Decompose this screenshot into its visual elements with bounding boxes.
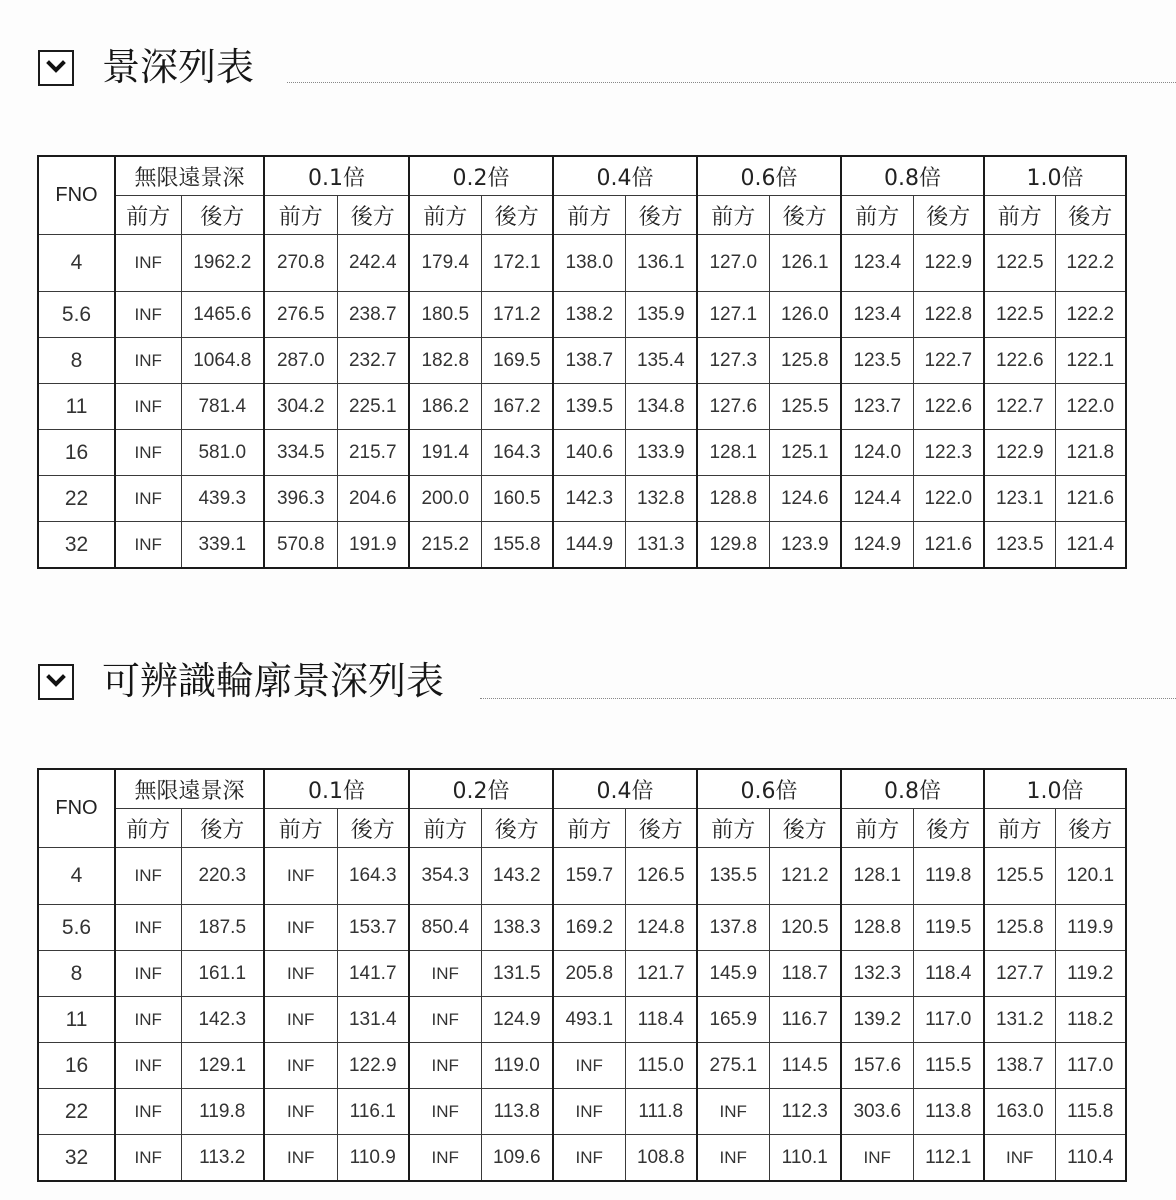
value-cell: 120.1 [1055, 848, 1126, 905]
value-cell: INF [264, 848, 337, 905]
value-cell: 132.3 [841, 951, 913, 997]
value-cell: 127.6 [697, 384, 769, 430]
value-cell: 123.5 [984, 522, 1055, 569]
group-header: 0.2倍 [409, 769, 553, 809]
value-cell: 123.5 [841, 338, 913, 384]
value-cell: 275.1 [697, 1043, 769, 1089]
value-cell: INF [115, 905, 181, 951]
value-cell: 164.3 [481, 430, 553, 476]
value-cell: 238.7 [337, 292, 409, 338]
dof-table [37, 155, 1127, 569]
value-cell: 129.1 [181, 1043, 264, 1089]
value-cell: 220.3 [181, 848, 264, 905]
value-cell: INF [115, 848, 181, 905]
value-cell: 215.2 [409, 522, 481, 569]
value-cell: 120.5 [769, 905, 841, 951]
value-cell: 144.9 [553, 522, 625, 569]
value-cell: INF [409, 951, 481, 997]
sub-header-back: 後方 [181, 196, 264, 235]
table-row [38, 292, 1126, 338]
dof-section-2 [0, 652, 1176, 1169]
value-cell: INF [409, 1043, 481, 1089]
value-cell: 191.9 [337, 522, 409, 569]
value-cell: INF [409, 1135, 481, 1182]
value-cell: 153.7 [337, 905, 409, 951]
value-cell: INF [841, 1135, 913, 1182]
value-cell: 110.9 [337, 1135, 409, 1182]
sub-header-back: 後方 [769, 196, 841, 235]
value-cell: 303.6 [841, 1089, 913, 1135]
value-cell: 169.2 [553, 905, 625, 951]
table-row [38, 951, 1126, 997]
sub-header-front: 前方 [553, 196, 625, 235]
fno-cell: 11 [38, 384, 115, 430]
value-cell: 118.4 [625, 997, 697, 1043]
chevron-down-icon [46, 59, 66, 78]
value-cell: 187.5 [181, 905, 264, 951]
sub-header-front: 前方 [409, 809, 481, 848]
value-cell: 122.7 [913, 338, 984, 384]
section-title: 景深列表 [102, 45, 255, 89]
value-cell: 118.7 [769, 951, 841, 997]
dof-table [37, 768, 1127, 1182]
value-cell: INF [115, 1135, 181, 1182]
value-cell: 232.7 [337, 338, 409, 384]
table-row [38, 1135, 1126, 1182]
value-cell: 159.7 [553, 848, 625, 905]
value-cell: 276.5 [264, 292, 337, 338]
value-cell: 112.1 [913, 1135, 984, 1182]
value-cell: INF [264, 997, 337, 1043]
sub-header-back: 後方 [481, 809, 553, 848]
value-cell: INF [409, 1089, 481, 1135]
value-cell: 131.5 [481, 951, 553, 997]
sub-header-front: 前方 [984, 196, 1055, 235]
value-cell: 122.8 [913, 292, 984, 338]
value-cell: 123.4 [841, 235, 913, 292]
value-cell: 113.2 [181, 1135, 264, 1182]
value-cell: 581.0 [181, 430, 264, 476]
value-cell: 117.0 [1055, 1043, 1126, 1089]
value-cell: 138.7 [984, 1043, 1055, 1089]
fno-cell: 8 [38, 338, 115, 384]
dof-section-1 [0, 38, 1176, 556]
value-cell: 122.5 [984, 235, 1055, 292]
value-cell: 124.0 [841, 430, 913, 476]
value-cell: 142.3 [553, 476, 625, 522]
sub-header-back: 後方 [625, 809, 697, 848]
value-cell: 1064.8 [181, 338, 264, 384]
value-cell: 117.0 [913, 997, 984, 1043]
header-row-groups [38, 769, 1126, 809]
value-cell: 339.1 [181, 522, 264, 569]
value-cell: INF [115, 476, 181, 522]
group-header: 無限遠景深 [115, 156, 264, 196]
value-cell: 134.8 [625, 384, 697, 430]
table-row [38, 430, 1126, 476]
value-cell: 124.6 [769, 476, 841, 522]
value-cell: 122.0 [913, 476, 984, 522]
value-cell: INF [264, 1089, 337, 1135]
table-row [38, 338, 1126, 384]
value-cell: 122.2 [1055, 292, 1126, 338]
value-cell: 128.1 [697, 430, 769, 476]
sub-header-back: 後方 [913, 196, 984, 235]
value-cell: INF [115, 338, 181, 384]
group-header: 0.8倍 [841, 156, 984, 196]
value-cell: 140.6 [553, 430, 625, 476]
value-cell: 122.5 [984, 292, 1055, 338]
value-cell: 143.2 [481, 848, 553, 905]
sub-header-front: 前方 [984, 809, 1055, 848]
group-header: 0.1倍 [264, 769, 409, 809]
value-cell: 122.3 [913, 430, 984, 476]
value-cell: 215.7 [337, 430, 409, 476]
table-row [38, 476, 1126, 522]
fno-cell: 16 [38, 1043, 115, 1089]
value-cell: 439.3 [181, 476, 264, 522]
sub-header-back: 後方 [337, 809, 409, 848]
value-cell: 128.8 [697, 476, 769, 522]
fno-cell: 32 [38, 1135, 115, 1182]
value-cell: 115.8 [1055, 1089, 1126, 1135]
value-cell: 121.4 [1055, 522, 1126, 569]
value-cell: 138.7 [553, 338, 625, 384]
value-cell: 191.4 [409, 430, 481, 476]
value-cell: 125.5 [984, 848, 1055, 905]
fno-cell: 22 [38, 476, 115, 522]
group-header: 0.4倍 [553, 156, 697, 196]
value-cell: 132.8 [625, 476, 697, 522]
fno-cell: 11 [38, 997, 115, 1043]
value-cell: 124.8 [625, 905, 697, 951]
value-cell: 1465.6 [181, 292, 264, 338]
value-cell: 122.7 [984, 384, 1055, 430]
value-cell: 186.2 [409, 384, 481, 430]
value-cell: 123.1 [984, 476, 1055, 522]
fno-cell: 22 [38, 1089, 115, 1135]
value-cell: 145.9 [697, 951, 769, 997]
value-cell: 204.6 [337, 476, 409, 522]
sub-header-front: 前方 [697, 196, 769, 235]
value-cell: 124.9 [481, 997, 553, 1043]
fno-cell: 8 [38, 951, 115, 997]
value-cell: 128.8 [841, 905, 913, 951]
sub-header-back: 後方 [181, 809, 264, 848]
sub-header-back: 後方 [625, 196, 697, 235]
value-cell: 123.4 [841, 292, 913, 338]
group-header: 1.0倍 [984, 769, 1126, 809]
value-cell: INF [553, 1043, 625, 1089]
value-cell: 123.7 [841, 384, 913, 430]
value-cell: 127.7 [984, 951, 1055, 997]
value-cell: 110.4 [1055, 1135, 1126, 1182]
value-cell: 127.1 [697, 292, 769, 338]
value-cell: INF [264, 1135, 337, 1182]
value-cell: 121.8 [1055, 430, 1126, 476]
section-toggle-button[interactable] [38, 664, 74, 700]
value-cell: 139.5 [553, 384, 625, 430]
value-cell: 179.4 [409, 235, 481, 292]
value-cell: 114.5 [769, 1043, 841, 1089]
table-row [38, 522, 1126, 569]
value-cell: 127.0 [697, 235, 769, 292]
value-cell: 138.0 [553, 235, 625, 292]
table-row [38, 997, 1126, 1043]
value-cell: 131.3 [625, 522, 697, 569]
value-cell: 108.8 [625, 1135, 697, 1182]
sub-header-front: 前方 [115, 196, 181, 235]
section-header [0, 652, 1176, 712]
group-header: 0.6倍 [697, 156, 841, 196]
table-row [38, 1043, 1126, 1089]
value-cell: 125.1 [769, 430, 841, 476]
value-cell: 781.4 [181, 384, 264, 430]
value-cell: 225.1 [337, 384, 409, 430]
value-cell: INF [115, 1043, 181, 1089]
fno-cell: 5.6 [38, 292, 115, 338]
value-cell: 119.0 [481, 1043, 553, 1089]
chevron-down-icon [46, 673, 66, 692]
value-cell: 122.9 [337, 1043, 409, 1089]
value-cell: 122.9 [984, 430, 1055, 476]
value-cell: 116.7 [769, 997, 841, 1043]
header-row-groups [38, 156, 1126, 196]
sub-header-back: 後方 [481, 196, 553, 235]
table-row [38, 1089, 1126, 1135]
group-header: 0.6倍 [697, 769, 841, 809]
section-divider [480, 698, 1176, 699]
value-cell: 119.8 [913, 848, 984, 905]
value-cell: 287.0 [264, 338, 337, 384]
value-cell: 570.8 [264, 522, 337, 569]
value-cell: 135.5 [697, 848, 769, 905]
value-cell: 141.7 [337, 951, 409, 997]
value-cell: 164.3 [337, 848, 409, 905]
value-cell: 200.0 [409, 476, 481, 522]
value-cell: 125.8 [984, 905, 1055, 951]
table-row [38, 848, 1126, 905]
value-cell: INF [115, 384, 181, 430]
group-header: 0.8倍 [841, 769, 984, 809]
value-cell: 180.5 [409, 292, 481, 338]
group-header: 0.4倍 [553, 769, 697, 809]
value-cell: 122.6 [984, 338, 1055, 384]
value-cell: 157.6 [841, 1043, 913, 1089]
value-cell: INF [264, 905, 337, 951]
value-cell: 131.2 [984, 997, 1055, 1043]
value-cell: 125.8 [769, 338, 841, 384]
value-cell: 112.3 [769, 1089, 841, 1135]
sub-header-front: 前方 [264, 196, 337, 235]
value-cell: INF [115, 951, 181, 997]
sub-header-front: 前方 [115, 809, 181, 848]
sub-header-front: 前方 [697, 809, 769, 848]
section-divider [287, 82, 1176, 83]
value-cell: INF [264, 951, 337, 997]
fno-header: FNO [38, 769, 115, 848]
value-cell: 122.2 [1055, 235, 1126, 292]
value-cell: 334.5 [264, 430, 337, 476]
sub-header-front: 前方 [264, 809, 337, 848]
value-cell: 138.2 [553, 292, 625, 338]
value-cell: 139.2 [841, 997, 913, 1043]
value-cell: 126.5 [625, 848, 697, 905]
value-cell: 163.0 [984, 1089, 1055, 1135]
value-cell: 304.2 [264, 384, 337, 430]
value-cell: 161.1 [181, 951, 264, 997]
value-cell: 167.2 [481, 384, 553, 430]
value-cell: INF [115, 235, 181, 292]
value-cell: 137.8 [697, 905, 769, 951]
fno-header: FNO [38, 156, 115, 235]
value-cell: 125.5 [769, 384, 841, 430]
value-cell: 113.8 [913, 1089, 984, 1135]
value-cell: 118.4 [913, 951, 984, 997]
value-cell: 119.9 [1055, 905, 1126, 951]
sub-header-back: 後方 [913, 809, 984, 848]
group-header: 1.0倍 [984, 156, 1126, 196]
value-cell: 119.8 [181, 1089, 264, 1135]
value-cell: 124.9 [841, 522, 913, 569]
table-row [38, 905, 1126, 951]
value-cell: 111.8 [625, 1089, 697, 1135]
value-cell: INF [115, 292, 181, 338]
value-cell: 122.9 [913, 235, 984, 292]
group-header: 0.2倍 [409, 156, 553, 196]
fno-cell: 4 [38, 848, 115, 905]
value-cell: 115.0 [625, 1043, 697, 1089]
group-header: 0.1倍 [264, 156, 409, 196]
value-cell: 127.3 [697, 338, 769, 384]
value-cell: 1962.2 [181, 235, 264, 292]
value-cell: INF [264, 1043, 337, 1089]
value-cell: 131.4 [337, 997, 409, 1043]
sub-header-back: 後方 [1055, 809, 1126, 848]
value-cell: 182.8 [409, 338, 481, 384]
value-cell: 155.8 [481, 522, 553, 569]
value-cell: 116.1 [337, 1089, 409, 1135]
value-cell: 121.6 [913, 522, 984, 569]
value-cell: 165.9 [697, 997, 769, 1043]
value-cell: 129.8 [697, 522, 769, 569]
fno-cell: 16 [38, 430, 115, 476]
sub-header-front: 前方 [409, 196, 481, 235]
value-cell: INF [115, 1089, 181, 1135]
fno-cell: 4 [38, 235, 115, 292]
value-cell: 118.2 [1055, 997, 1126, 1043]
section-header [0, 38, 1176, 98]
value-cell: 128.1 [841, 848, 913, 905]
value-cell: 396.3 [264, 476, 337, 522]
sub-header-back: 後方 [1055, 196, 1126, 235]
value-cell: 493.1 [553, 997, 625, 1043]
value-cell: 169.5 [481, 338, 553, 384]
sub-header-front: 前方 [553, 809, 625, 848]
value-cell: 135.9 [625, 292, 697, 338]
value-cell: 135.4 [625, 338, 697, 384]
value-cell: 122.1 [1055, 338, 1126, 384]
value-cell: 850.4 [409, 905, 481, 951]
value-cell: 110.1 [769, 1135, 841, 1182]
sub-header-front: 前方 [841, 196, 913, 235]
value-cell: 136.1 [625, 235, 697, 292]
value-cell: 172.1 [481, 235, 553, 292]
value-cell: INF [553, 1089, 625, 1135]
value-cell: 119.2 [1055, 951, 1126, 997]
value-cell: 126.0 [769, 292, 841, 338]
section-title: 可辨識輪廓景深列表 [102, 659, 445, 703]
value-cell: INF [115, 997, 181, 1043]
value-cell: 354.3 [409, 848, 481, 905]
value-cell: INF [409, 997, 481, 1043]
table-row [38, 235, 1126, 292]
value-cell: 121.7 [625, 951, 697, 997]
value-cell: 171.2 [481, 292, 553, 338]
value-cell: 109.6 [481, 1135, 553, 1182]
value-cell: 115.5 [913, 1043, 984, 1089]
value-cell: 126.1 [769, 235, 841, 292]
value-cell: 124.4 [841, 476, 913, 522]
value-cell: 270.8 [264, 235, 337, 292]
sub-header-back: 後方 [769, 809, 841, 848]
value-cell: 122.0 [1055, 384, 1126, 430]
value-cell: 121.6 [1055, 476, 1126, 522]
header-row-sub [38, 196, 1126, 235]
value-cell: 142.3 [181, 997, 264, 1043]
header-row-sub [38, 809, 1126, 848]
value-cell: INF [697, 1135, 769, 1182]
value-cell: 123.9 [769, 522, 841, 569]
value-cell: 205.8 [553, 951, 625, 997]
value-cell: 133.9 [625, 430, 697, 476]
value-cell: INF [553, 1135, 625, 1182]
sub-header-back: 後方 [337, 196, 409, 235]
value-cell: 138.3 [481, 905, 553, 951]
sub-header-front: 前方 [841, 809, 913, 848]
section-toggle-button[interactable] [38, 50, 74, 86]
value-cell: 242.4 [337, 235, 409, 292]
value-cell: 122.6 [913, 384, 984, 430]
value-cell: INF [697, 1089, 769, 1135]
value-cell: INF [984, 1135, 1055, 1182]
table-row [38, 384, 1126, 430]
value-cell: 119.5 [913, 905, 984, 951]
value-cell: INF [115, 522, 181, 569]
fno-cell: 32 [38, 522, 115, 569]
value-cell: INF [115, 430, 181, 476]
value-cell: 160.5 [481, 476, 553, 522]
value-cell: 121.2 [769, 848, 841, 905]
value-cell: 113.8 [481, 1089, 553, 1135]
fno-cell: 5.6 [38, 905, 115, 951]
group-header: 無限遠景深 [115, 769, 264, 809]
